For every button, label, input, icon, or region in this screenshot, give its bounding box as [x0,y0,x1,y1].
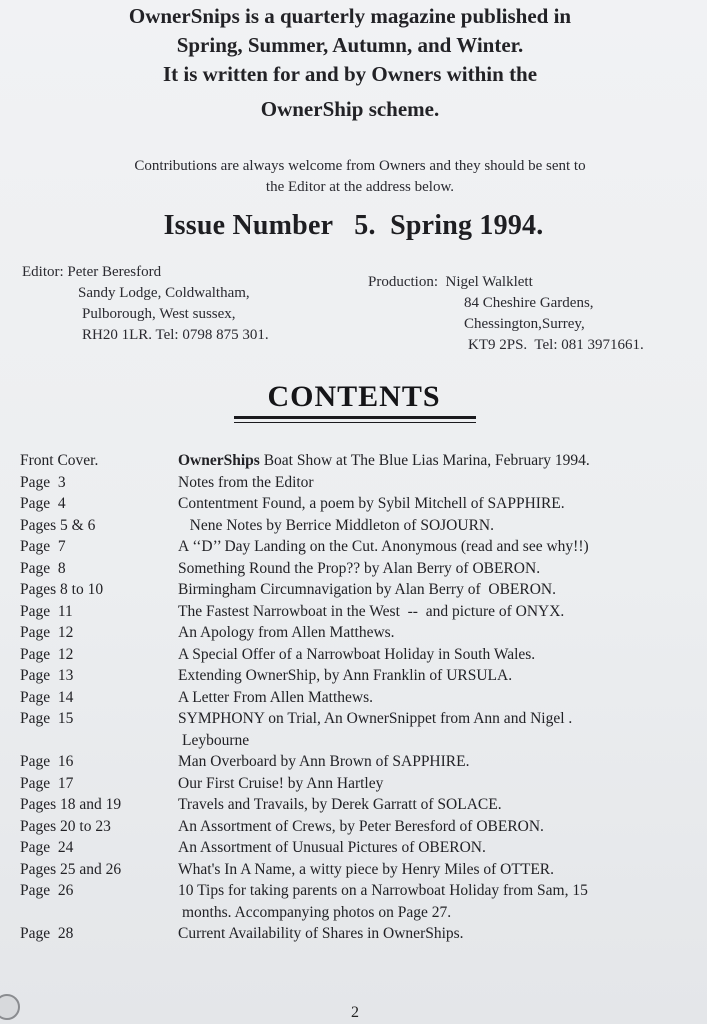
toc-description [178,837,690,859]
editor-address [22,262,269,346]
toc-description-text: A Special Offer of a Narrowboat Holiday in South Wales. [178,645,536,663]
toc-description [178,687,690,709]
toc-row [20,751,690,773]
production-line-1: Production: Nigel Walklett [368,274,533,290]
toc-row [20,622,690,644]
production-address [368,272,644,356]
toc-description-text: The Fastest Narrowboat in the West -- and picture of ONYX. [178,602,565,620]
toc-description-text: Contentment Found, a poem by Sybil Mitchell of SAPPHIRE. [178,495,565,512]
toc-page-ref: Page 14 [20,688,74,706]
toc-description-text: 10 Tips for taking parents on a Narrowboat Holiday from Sam, 15 [178,882,588,899]
toc-page-ref: Page 8 [20,559,66,577]
toc-description-text: Man Overboard by Ann Brown of SAPPHIRE. [178,753,470,770]
toc-description [178,816,690,838]
toc-description-text: Our First Cruise! by Ann Hartley [178,774,384,792]
production-line-4: KT9 2PS. Tel: 081 3971661. [468,337,644,353]
toc-description-text: A ‘‘D’’ Day Landing on the Cut. Anonymous (read and see why!!) [178,538,589,555]
contributions-line-2: the Editor at the address below. [265,179,455,195]
toc-row [20,837,690,859]
toc-description [178,536,690,558]
toc-description [178,751,690,773]
toc-page-ref: Page 3 [20,473,66,491]
editor-line-1: Editor: Peter Beresford [22,264,162,280]
toc-description-continued: Leybourne [182,731,250,749]
production-line-3: Chessington,Surrey, [464,316,585,332]
binding-hole [0,994,20,1020]
toc-page-ref: Page 16 [20,753,74,770]
toc-description-continued: months. Accompanying photos on Page 27. [182,903,452,921]
toc-row [20,558,690,580]
toc-row [20,687,690,709]
editor-line-4: RH20 1LR. Tel: 0798 875 301. [82,327,269,343]
toc-row [20,601,690,623]
toc-description [178,579,690,601]
toc-description-text: Birmingham Circumnavigation by Alan Berry of OBERON. [178,581,556,598]
toc-description [178,450,690,472]
toc-page-ref: Page 12 [20,624,74,641]
toc-row [20,880,690,923]
toc-description [178,923,690,945]
intro-statement [30,2,670,124]
toc-description-text: SYMPHONY on Trial, An OwnerSnippet from Ann and Nigel . [178,710,573,727]
toc-page-ref: Page 4 [20,495,66,512]
toc-row [20,923,690,945]
toc-row [20,773,690,795]
toc-page-ref: Page 13 [20,667,74,684]
toc-description-text: An Apology from Allen Matthews. [178,624,395,641]
toc-description-text: Notes from the Editor [178,473,314,491]
toc-page-ref: Pages 20 to 23 [20,817,111,835]
issue-heading: Issue Number 5. Spring 1994. [163,210,544,241]
toc-row [20,515,690,537]
toc-description-text: An Assortment of Crews, by Peter Beresford of OBERON. [178,817,544,835]
toc-description [178,601,690,623]
toc-description [178,644,690,666]
contributions-line-1: Contributions are always welcome from Owners and they should be sent to [134,158,586,174]
contributions-note [70,156,650,198]
toc-page-ref: Page 26 [20,882,74,899]
toc-page-ref: Page 15 [20,710,74,727]
toc-row [20,708,690,751]
toc-page-ref: Page 28 [20,925,74,942]
toc-description [178,622,690,644]
toc-row [20,644,690,666]
intro-line-1: OwnerSnips is a quarterly magazine published in [128,4,572,28]
toc-description [178,794,690,816]
toc-row [20,794,690,816]
toc-row [20,859,690,881]
toc-description-text: Something Round the Prop?? by Alan Berry of OBERON. [178,559,541,577]
contents-underline [234,416,476,419]
intro-line-3: It is written for and by Owners within the [162,62,538,86]
toc-description-text: Boat Show at The Blue Lias Marina, February 1994. [259,452,590,469]
toc-description-text: What's In A Name, a witty piece by Henry Miles of OTTER. [178,860,554,878]
toc-row [20,665,690,687]
intro-line-2: Spring, Summer, Autumn, and Winter. [176,33,524,57]
toc-description [178,708,690,751]
toc-description-text: Current Availability of Shares in OwnerShips. [178,925,464,942]
toc-bold-title: OwnerShips [178,452,260,469]
toc-page-ref: Pages 5 & 6 [20,516,96,534]
toc-description-text: An Assortment of Unusual Pictures of OBERON. [178,839,486,856]
contents-underline-thin [234,422,476,423]
toc-row [20,472,690,494]
toc-page-ref: Front Cover. [20,452,99,469]
toc-description-text: Extending OwnerShip, by Ann Franklin of URSULA. [178,667,513,684]
editor-line-3: Pulborough, West sussex, [82,306,236,322]
toc-description [178,880,690,923]
toc-row [20,536,690,558]
toc-row [20,493,690,515]
toc-description [178,773,690,795]
toc-page-ref: Pages 25 and 26 [20,860,122,878]
toc-row [20,450,690,472]
toc-page-ref: Page 12 [20,645,74,663]
toc-page-ref: Page 24 [20,839,74,856]
toc-row [20,816,690,838]
toc-description-text: Travels and Travails, by Derek Garratt of SOLACE. [178,796,502,813]
intro-line-4: OwnerShip scheme. [260,97,440,121]
page-number: 2 [351,1004,359,1021]
toc-page-ref: Page 11 [20,602,73,620]
toc-description [178,665,690,687]
table-of-contents [20,450,690,945]
toc-row [20,579,690,601]
production-line-2: 84 Cheshire Gardens, [464,295,594,311]
toc-page-ref: Page 17 [20,774,74,792]
toc-description [178,558,690,580]
editor-line-2: Sandy Lodge, Coldwaltham, [78,285,250,301]
toc-description [178,472,690,494]
toc-page-ref: Page 7 [20,538,66,555]
toc-description-text: A Letter From Allen Matthews. [178,688,374,706]
toc-description [178,493,690,515]
toc-description [178,515,690,537]
toc-description [178,859,690,881]
toc-page-ref: Pages 8 to 10 [20,581,104,598]
toc-page-ref: Pages 18 and 19 [20,796,122,813]
contents-heading: CONTENTS [267,380,441,413]
toc-description-text: Nene Notes by Berrice Middleton of SOJOURN. [178,516,494,534]
